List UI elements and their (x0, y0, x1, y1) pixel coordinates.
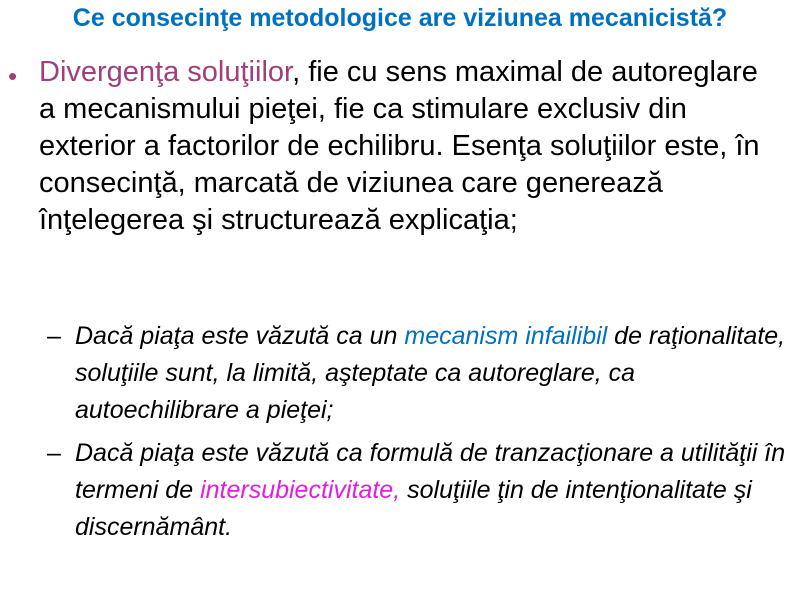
sub-bullet-1-text (75, 318, 787, 429)
main-bullet (8, 54, 778, 239)
main-bullet-body: , fie cu sens maximal de autoreglare a mecanismului pieţei, fie ca stimulare exclusiv din exterior a factorilor de echilibru. Esenţa soluţiilor este, în consecinţă, marcată de viziunea care generează înţelegerea şi structurează explicaţia; (39, 56, 760, 236)
main-bullet-highlight: Divergenţa soluţiilor (39, 56, 293, 88)
dash-icon: – (47, 322, 61, 350)
sub-bullet-2 (47, 435, 787, 546)
sub-bullet-2-after: soluţiile ţin de intenţionalitate şi discernământ. (75, 476, 752, 541)
sub-bullet-2-text (75, 435, 787, 546)
slide-title: Ce consecinţe metodologice are viziunea mecanicistă? (72, 4, 728, 32)
sub-bullet-1-highlight: mecanism infailibil (404, 322, 608, 350)
main-bullet-text (39, 54, 778, 239)
sub-bullet-2-highlight: intersubiectivitate, (200, 476, 401, 504)
sub-bullet-2-before: Dacă piaţa este văzută ca formulă de tranzacţionare a utilităţii în termeni de (75, 439, 786, 504)
sub-bullet-list (47, 318, 787, 552)
sub-bullet-1-after: de raţionalitate, soluţiile sunt, la limită, aşteptate ca autoreglare, ca autoechilibrare a pieţei; (75, 322, 786, 424)
sub-bullet-1-before: Dacă piaţa este văzută ca un (75, 322, 405, 350)
dash-icon: – (47, 439, 61, 467)
bullet-icon: • (8, 61, 18, 91)
sub-bullet-1 (47, 318, 787, 429)
